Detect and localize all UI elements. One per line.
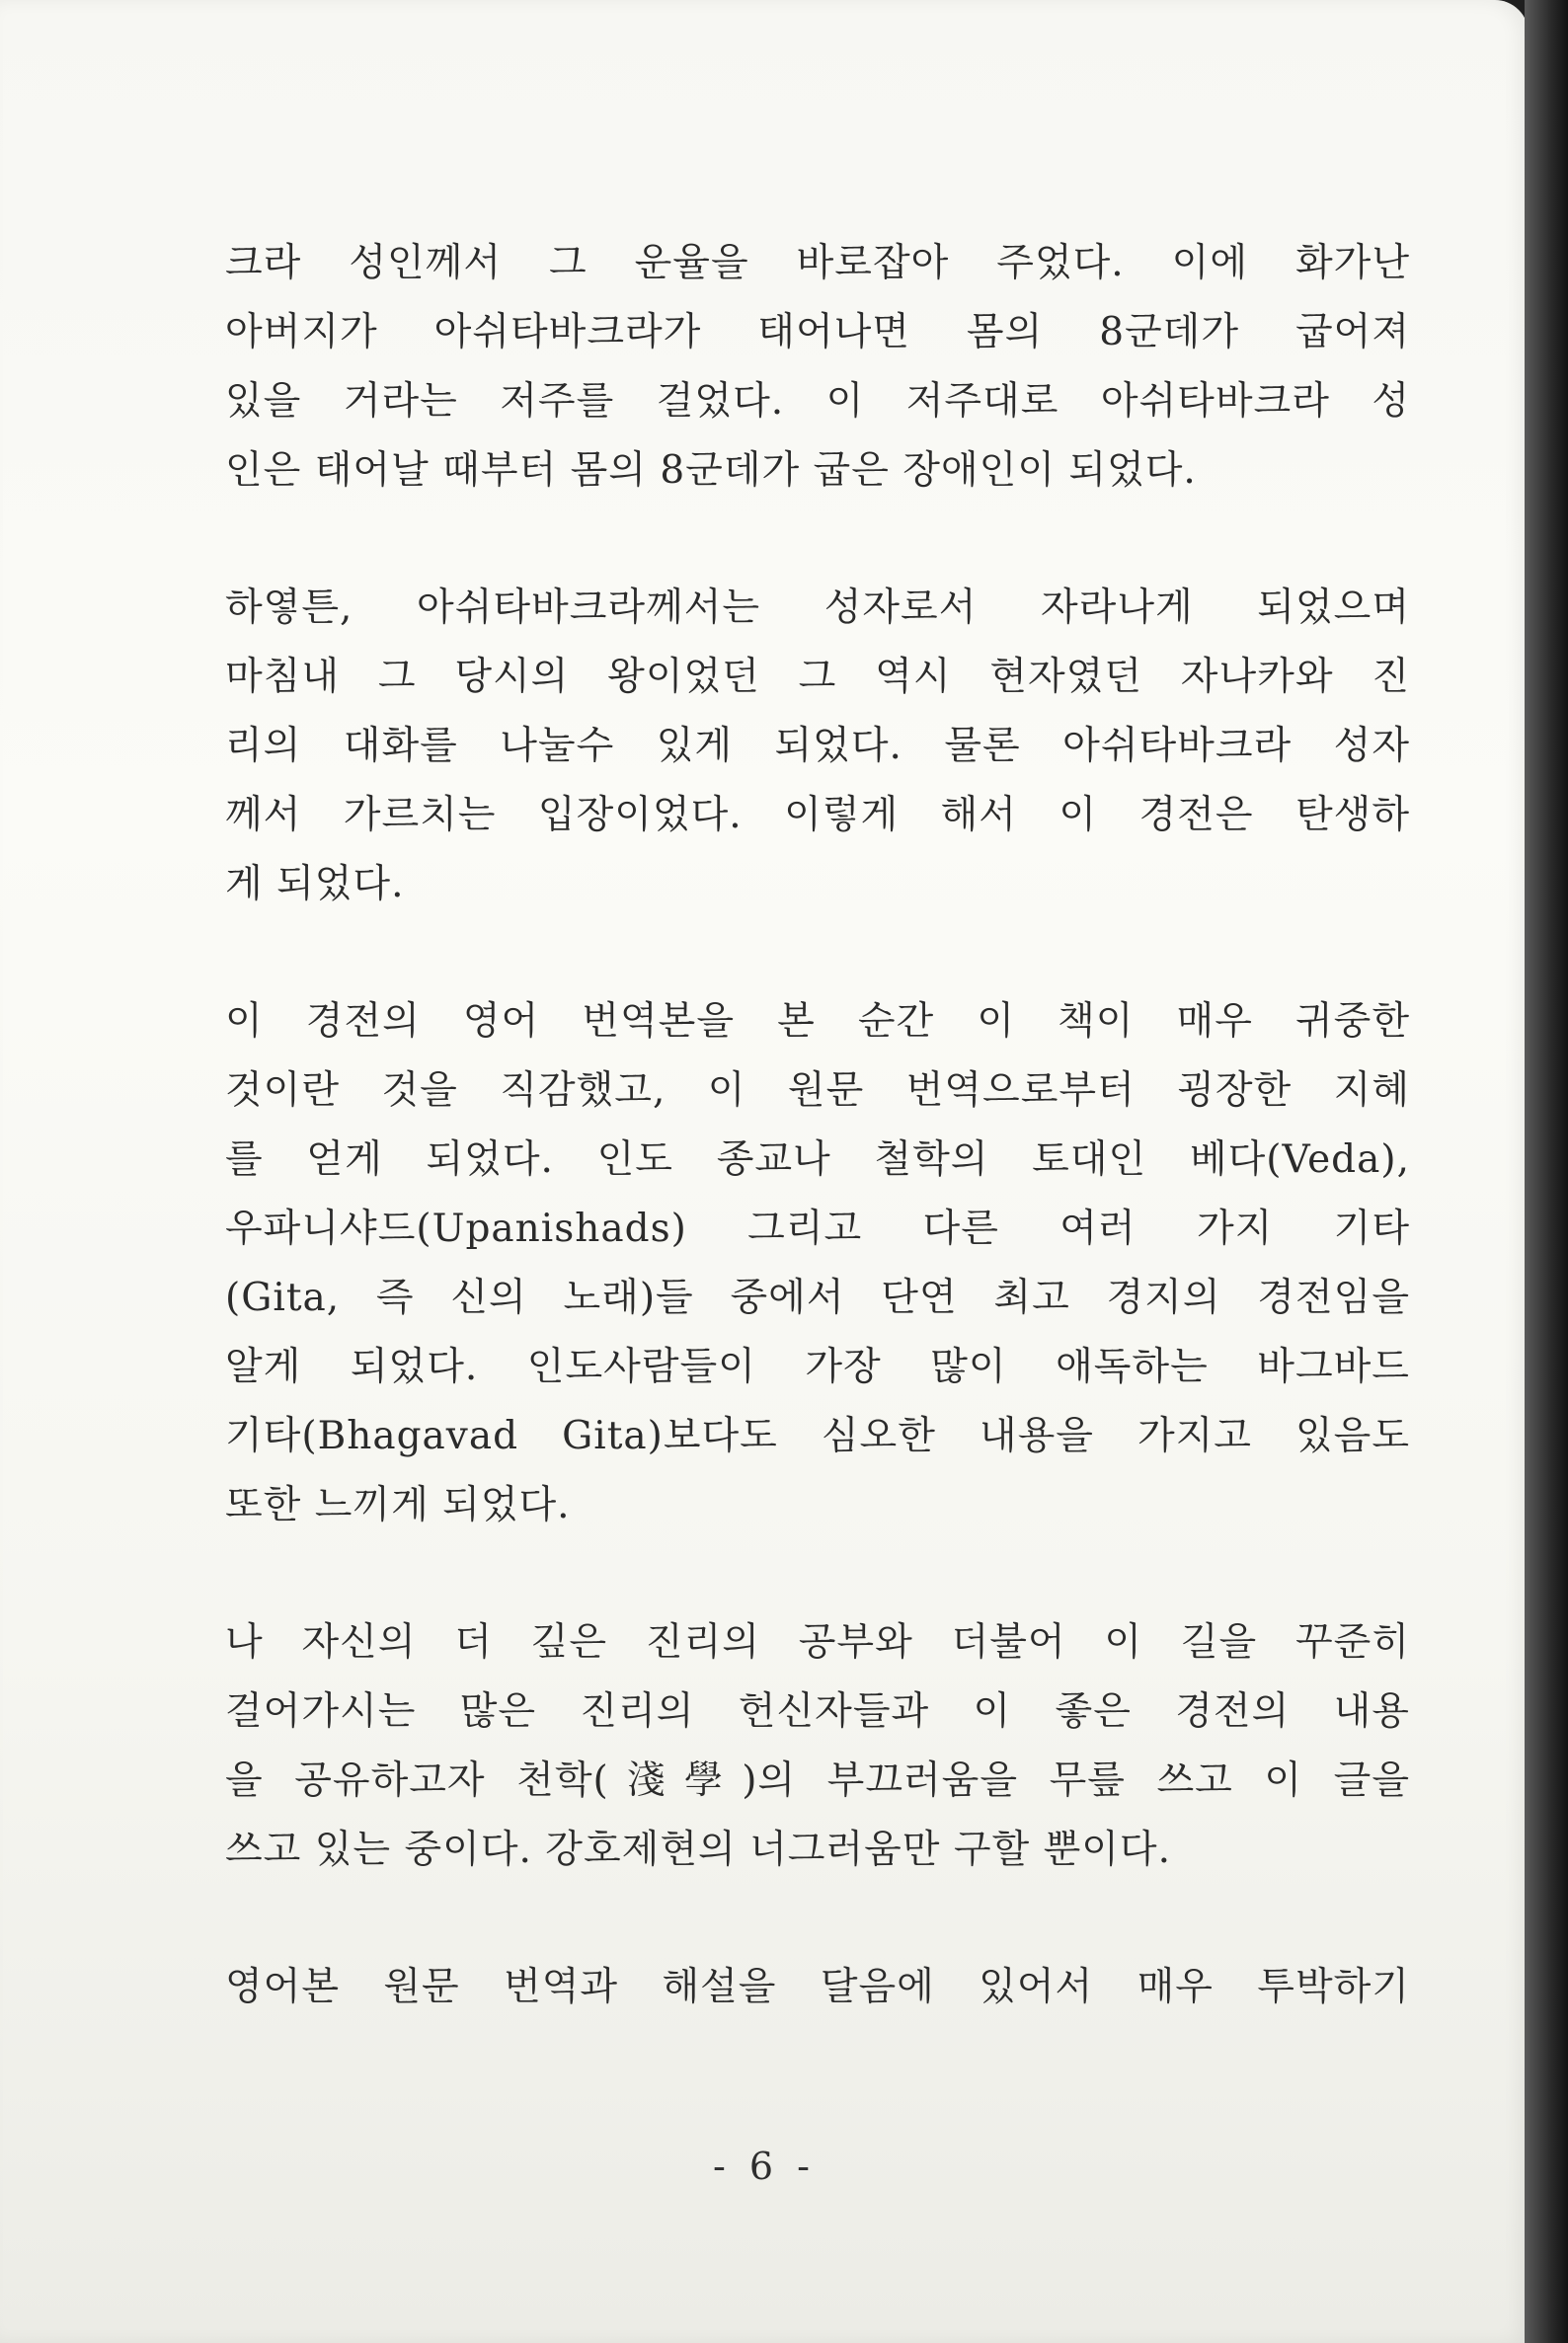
body-text	[225, 229, 1410, 2090]
paragraph-1	[225, 229, 1410, 506]
paragraph-2	[225, 574, 1410, 919]
text-line: 것이란 것을 직감했고, 이 원문 번역으로부터 굉장한 지혜	[225, 1068, 1410, 1113]
text-line: 쓰고 있는 중이다. 강호제현의 너그러움만 구할 뿐이다.	[225, 1828, 1172, 1872]
text-line: (Gita, 즉 신의 노래)들 중에서 단연 최고 경지의 경전임을	[225, 1276, 1410, 1320]
page-number: - 6 -	[712, 2145, 816, 2188]
text-line: 를 얻게 되었다. 인도 종교나 철학의 토대인 베다(Veda),	[225, 1137, 1410, 1182]
text-line: 마침내 그 당시의 왕이었던 그 역시 현자였던 자나카와 진	[225, 655, 1410, 699]
text-line: 영어본 원문 번역과 해설을 달음에 있어서 매우 투박하기	[225, 1965, 1410, 2009]
text-line: 인은 태어날 때부터 몸의 8군데가 굽은 장애인이 되었다.	[225, 448, 1197, 493]
text-line: 하옇튼, 아쉬타바크라께서는 성자로서 자라나게 되었으며	[225, 586, 1410, 630]
text-line: 크라 성인께서 그 운율을 바로잡아 주었다. 이에 화가난	[225, 241, 1410, 285]
text-line: 있을 거라는 저주를 걸었다. 이 저주대로 아쉬타바크라 성	[225, 379, 1410, 424]
paragraph-4	[225, 1608, 1410, 1885]
text-line: 우파니샤드(Upanishads) 그리고 다른 여러 가지 기타	[225, 1207, 1410, 1251]
book-spine-edge	[1525, 0, 1568, 2343]
text-line: 을 공유하고자 천학(淺學)의 부끄러움을 무릎 쓰고 이 글을	[225, 1758, 1410, 1803]
text-line: 또한 느끼게 되었다.	[225, 1483, 571, 1527]
paragraph-5	[225, 1953, 1410, 2022]
text-line: 알게 되었다. 인도사람들이 가장 많이 애독하는 바그바드	[225, 1345, 1410, 1389]
text-line: 이 경전의 영어 번역본을 본 순간 이 책이 매우 귀중한	[225, 999, 1410, 1044]
text-line: 리의 대화를 나눌수 있게 되었다. 물론 아쉬타바크라 성자	[225, 724, 1410, 768]
text-line: 걸어가시는 많은 진리의 헌신자들과 이 좋은 경전의 내용	[225, 1689, 1410, 1734]
text-line: 게 되었다.	[225, 862, 405, 906]
text-line: 아버지가 아쉬타바크라가 태어나면 몸의 8군데가 굽어져	[225, 310, 1410, 354]
text-line: 께서 가르치는 입장이었다. 이렇게 해서 이 경전은 탄생하	[225, 793, 1410, 837]
text-line: 기타(Bhagavad Gita)보다도 심오한 내용을 가지고 있음도	[225, 1414, 1410, 1458]
paragraph-3	[225, 987, 1410, 1540]
text-line: 나 자신의 더 깊은 진리의 공부와 더불어 이 길을 꾸준히	[225, 1620, 1410, 1665]
